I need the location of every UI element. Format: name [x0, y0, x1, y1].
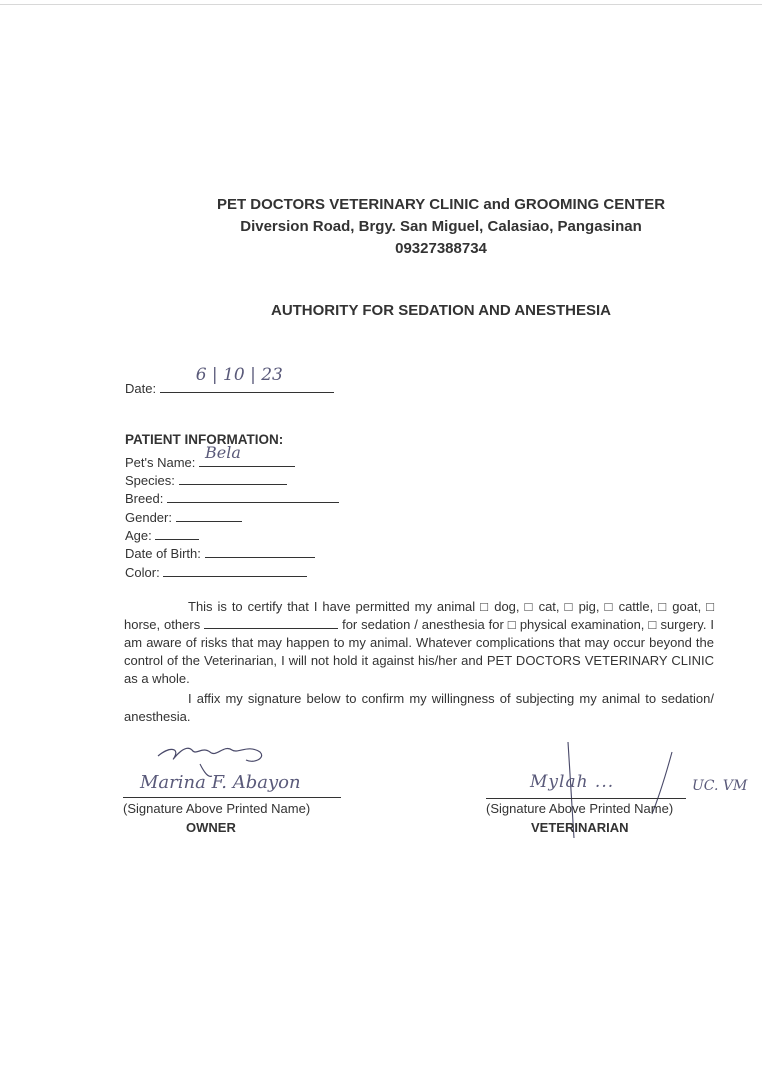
- certification-text-a: This is to certify that I have permitted my animal □ dog, □ cat, □ pig, □ cattle, □ goat, □ horse, others: [124, 599, 714, 632]
- date-handwritten: 6 | 10 | 23: [195, 365, 283, 385]
- age-blank: [155, 525, 199, 540]
- vet-suffix: UC. VM: [692, 778, 748, 794]
- affirmation-text: I affix my signature below to confirm my willingness of subjecting my animal to sedation/ anesthesia.: [124, 691, 714, 724]
- clinic-header: [0, 194, 762, 260]
- age-field: [125, 525, 199, 543]
- pets-name-label: Pet's Name:: [125, 455, 196, 470]
- dob-label: Date of Birth:: [125, 546, 201, 561]
- gender-blank: [176, 507, 242, 522]
- pets-name-handwritten: Bela: [205, 443, 241, 462]
- vet-signature-caption: (Signature Above Printed Name): [486, 801, 674, 816]
- date-field: [125, 365, 334, 396]
- certification-text-b: for sedation / anesthesia for □ physical examination, □ surgery. I am aware of risks that may happen to my animal. Whatever complications that may occur beyond the control of the Veterinarian, I will not hold it against his/her and PET DOCTORS VETERINARY CLINIC as a whole.: [124, 617, 714, 686]
- age-label: Age:: [125, 528, 152, 543]
- owner-role-label: OWNER: [186, 820, 236, 835]
- date-label: Date:: [125, 381, 157, 396]
- document-title: AUTHORITY FOR SEDATION AND ANESTHESIA: [270, 302, 611, 319]
- dob-blank: [205, 543, 315, 558]
- owner-signature-line: [123, 797, 341, 798]
- breed-blank: [167, 488, 339, 503]
- gender-label: Gender:: [125, 510, 172, 525]
- species-label: Species:: [125, 473, 175, 488]
- owner-printed-name: Marina F. Abayon: [140, 772, 301, 793]
- color-blank: [163, 562, 307, 577]
- vet-printed-name: Mylah ...: [530, 772, 615, 792]
- breed-label: Breed:: [125, 491, 164, 506]
- species-field: [125, 470, 287, 488]
- affirmation-paragraph: [124, 690, 714, 726]
- color-label: Color:: [125, 565, 160, 580]
- color-field: [125, 562, 307, 580]
- gender-field: [125, 507, 242, 525]
- pets-name-field: [125, 443, 295, 470]
- top-edge-rule: [0, 4, 762, 5]
- species-blank: [179, 470, 287, 485]
- dob-field: [125, 543, 315, 561]
- clinic-phone: 09327388734: [395, 240, 487, 257]
- vet-signature-line: [486, 798, 686, 799]
- date-blank: [160, 365, 334, 393]
- breed-field: [125, 488, 339, 506]
- certification-paragraph: [124, 598, 714, 688]
- vet-role-label: VETERINARIAN: [531, 820, 629, 835]
- others-blank: [204, 616, 338, 629]
- clinic-name: PET DOCTORS VETERINARY CLINIC and GROOMING CENTER: [216, 196, 666, 213]
- clinic-address: Diversion Road, Brgy. San Miguel, Calasiao, Pangasinan: [240, 218, 642, 235]
- patient-info-heading: PATIENT INFORMATION:: [125, 432, 284, 447]
- pets-name-blank: [199, 443, 295, 467]
- owner-signature-caption: (Signature Above Printed Name): [123, 801, 311, 816]
